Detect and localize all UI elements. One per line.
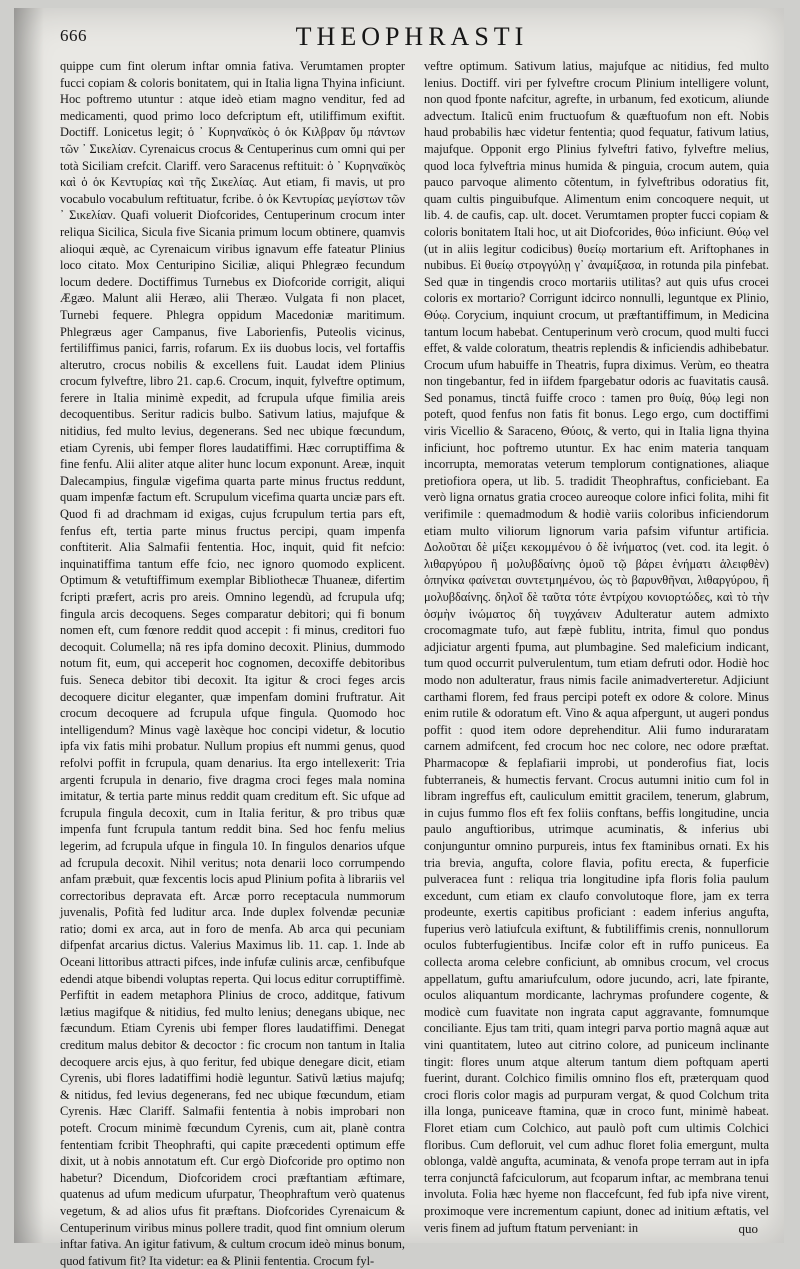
right-text-column (424, 58, 769, 1235)
left-column-text: quippe cum fint olerum inftar omnia fativa. Verumtamen propter fucci copiam & coloris bonitatem, qui in Italia ligna Thyina inficiunt. Hoc poftremo utuntur : atque ideò etiam magno venditur, fed ad medicamenti, quod primo loco defcriptum eft, utiliffimum exiftit. Doctiff. Lonicetus legit; ὁ ᾽ Κυρηναϊκὸς ὁ ὁκ Κιλβραν ὕμ πάντων τῶν ᾽ Σικελίαν. Cyrenaicus crocus & Centuperinus cum omni qui per totà Siciliam crefcit. Clariff. vero Saracenus reftituit: ὁ ᾽ Κυρηναϊκὸς καὶ ὁ ὁκ Κεντυρίας καὶ τῆς Σικελίας. Aut etiam, fi mavis, ut pro vocabulo vocabulum reftituatur, fcribe. ὁ ὁκ Κεντυρίας μεγίστων τῶν ᾽ Σικελίαν. Quafi voluerit Diofcorides, Centuperinum crocum inter reliqua Sicilica, Sicula five Sicania primum locum obtinere, quamvis alioqui æquè, ac Cyrenaicum viribus ignavum effe fateatur Plinius loco citato. Mox Centuripino Siciliæ, aliqui Phlegræo fecundum locum dedere. Doctiffimus Turnebus ex Diofcoride corrigit, aliqui Ægæo. Malunt alii Heræo, alii Theræo. Vulgata fi non placet, Turnebi fequere. Phlegra oppidum Macedoniæ maritimum. Phlegræus ager Campanus, five Laborienfis, Puteolis vicinus, fertiliffimus panici, farris, rofarum. Ex iis duobus locis, vel fortaffis alterutro, crocus nobilis & excellens fuit. Laudat idem Plinius crocum fylveftre, libro 21. cap.6. Crocum, inquit, fylveftre optimum, ferere in Italia minimè expedit, ad fcrupula ufque fimilia areis decoquentibus. Seritur radicis bulbo. Sativum latius, majufque & nitidius, fed multo levius, degenerans. Sed nec ubique fœcundum, etiam Cyrenis, ubi femper flores laudatiffimi. Hæc corruptiffima & fine fenfu. Alii aliter atque aliter hunc locum exponunt. Areæ, inquit Dalecampius, fingulæ vigefima quarta parte minus fructus reddunt, quam impenfæ factum eft. Scrupulum vicefima quarta unciæ pars eft. Quod fi ad drachmam id exigas, cujus fcrupulum tertia pars eft, fenfus eft, tertia parte minus fructus percipi, quam impenfa conftiterit. Alia Salmafii fententia. Hoc, inquit, quid fit nefcio: inquinatiffima tantum effe fcio, nec ignoro quomodo explicent. Optimum & vetuftiffimum exemplar Bibliothecæ Thuaneæ, difertim fcripti præfert, acris pro areis. Omnino legendù, ad fcrupula ufq; fingula arcis decoquens. Seges comparatur debitori; qui fi bonum nomen eft, cum fœnore reddit quod accepit : fi minus, creditori fuo decoquit. Columella; nã res ipfa domino decoxit. Plinius, dummodo notum fit, eum, qui acceperit hoc cognomen, decoxiffe debitoribus fuis. Seneca debitor tibi decoxit. Ita igitur & croci feges arcis decoquere dicitur eleganter, quæ impenfam domini fruftratur. Ait crocum decoquere ad fcrupula ufque fingula. Quomodo hoc intelligendum? Minus vagè laxèque hoc concipi videtur, & locutio ipfa vix fatis mihi probatur. Nullum propius eft nummi genus, quod refolvi poffit in fcrupula, quam denarius. Ita ergo intellexerit: Tria argenti fcrupula in denario, five dragma croci feges mala nomina imitatur, & tertia parte minus reddit quam creditum eft. Sic ufque ad fcrupula fingula decoxit, cum in Italia feritur, & pro tribus quæ impenfa funt fcrupula tantum reddit bina. Sed hoc fenfu melius legerim, ad fcrupula ufque in fingula 10. In fingulos denarios ufque ad fcrupula decoxit. Nihil veritus; nota denarii loco corrumpendo anfam præbuit, quæ fexcentis locis apud Plinium pofita à librariis vel correctoribus depravata eft. Arcæ porro receptacula nummorum juvenalis, Pofità fed luditur arca. Inde duplex folvendæ pecuniæ ratio; domi ex arca, aut in foro de menfa. Ab arca qui pecuniam difpenfat arcarius dictus. Valerius Maximus lib. 11. cap. 1. Inde ab Oceani littoribus attracti pifces, inde infufæ culinis arcæ, cenfibufque edendi atque bibendi voluptas reperta. Qui locus editur corruptiffimè. Perfiftit in eadem metaphora Plinius de croco, additque, fativum lætius magifque & nitidius, fed multo lenius; denegans ubique, nec fæcundum. Etiam Cyrenis ubi femper flores laudatiffimi. Denegat creditum malus debitor & decoctor : fic crocum non tantum in Italia decoquere arcis ejus, à quo feritur, fed ubique denegare dicit, etiam Cyrenis, ubi flores ladatiffimi hodiè leguntur. Sativũ lætius majufq; & nitidus, fed levius degenerans, fed nec ubique fœcundum, etiam Cyrenis. Hæc Clariff. Salmafii fententia à nobis improbari non poteft. Crocum minimè fœcundum Cyrenis, cum ait, planè contra fententiam fcribit Theophrafti, qui capite præcedenti optimum effe dixit, ut à nobis annotatum eft. Cur ergò Diofcoride pro optimo non habetur? Dicendum, Diofcoridem croci præftantiam æftimare, quatenus ad ufum medicum ufurpatur, Theophraftum verò quatenus vegetum, & ad alios ufus fit præftans. Diofcorides Cyrenaicum & Centuperinum viribus minus pollere tradit, quod fint omnium olerum inftar fativa. An igitur fativum, & cultum crocum ideò minus bonum, quod fativum fit? Ita videtur: ea & Plinii fententia. Crocum fyl- (60, 59, 405, 1268)
right-column-text: veftre optimum. Sativum latius, majufque ac nitidius, fed multo lenius. Doctiff. viri per fylveftre crocum Plinium intelligere volunt, non quod fponte nafcitur, agrefte, in urbanum, fed exoticum, aliunde advectum. Italicũ enim fructuofum & quæftuofum non eft. Nobis haud probabilis hæc videtur fententia; quod fequatur, fativum latius, majufque. Opponit ergo Plinius fylveftri fativo, fylveftre melius, quod loca fylveftria minus humida & pinguia, crocum autem, quia pauco parvoque alimento cõtentum, in fylveftribus odoratius fit, quam cultis pinguibufque. Alimentum enim concoquere nequit, ut lib. 4. de caufis, cap. ult. docet. Verumtamen propter fucci copiam & coloris bonitatem Itali hoc, ut ait Diofcorides, θύω inficiunt. Θύῳ vel (ut in aliis legitur codicibus) θυείῳ mortarium eft. Ariftophanes in nubibus. Εἰ θυείῳ στρογγύλῃ γ᾽ ἀναμίξασα, in rotunda pila pinfebat. Sed quæ in tingendis croco mortariis utilitas? aut quis ufus crocei coloris ex mortario? Corrigunt idcirco nonnulli, leguntque ex Plinio, Θύῳ. Corycium, inquiunt crocum, ut præftantiffimum, in Medicina tantum locum habebat. Centuperinum verò crocum, quod multi fucci effet, & valde coloratum, theatris replendis & inficiendis adhibebatur. Crocum ufum habuiffe in Theatris, fupra diximus. Verùm, eo theatra non tingebantur, fed in iifdem fpargebatur odoris ac fuavitatis causâ. Sed ponamus, tinctâ fuiffe croco : tamen pro θυίᾳ, θύῳ legi non poteft, quod fenfus non fatis fit bonus. Lego ergo, cum doctiffimi viris Vicellio & Saraceno, Θύοις, & verto, qui in Italia ligna thyina inficiunt, hoc poftremo utuntur. Ex hac enim materia tanquam incorrupta, memoratas veterum templorum contignationes, aliaque pretiofiora opera, ut lib. 5. tradidit Theophraftus, conficiebant. Ea verò ligna ornatus gratia croceo aureoque colore infici folita, mihi fit verifimile : quemadmodum & hodiè variis coloribus inficiendorum etiam multo viliorum lignorum varia pafsim vifuntur artificia. Δολοῦται δὲ μίξει κεκομμένου ὁ δὲ ἰνήματος (vet. cod. ita legit. ὁ λιθαργύρου ἢ μολυβδαίνης ὁμοῦ τῷ βάρει ἐνήματι ἁλειφθὲν) ὁπηνίκα φαίνεται συντετμημένου, ὡς τὸ βαρυνθῆναι, λιθαργύρου, ἢ μολυβδαίνης. δηλοῖ δὲ ταῦτα τότε ἐντρίχου κονιορτώδες, καὶ τὸ τὴν ὀσμὴν ἰνώματος δὴ τυγχάνειν Adulteratur autem admixto crocomagmate tufo, aut fæpè fublitu, intrita, fimul quo pondus adjiciatur argenti fpuma, aut plumbagine. Sed maleficium indicant, tum quod occurrit pulverulentum, tum etiam defruti odor. Hodiè hoc modo non adulteratur, fraus nimis facile animadverteretur. Adjiciunt carthami florem, fed fraus percipi poteft ex odore & colore. Minus enim rutile & odoratum eft. Vino & aqua afpergunt, ut augeri pondus poffit : quod item odore deprehenditur. Alii fumo induraratam carnem admifcent, fed crocum hoc nec colore, nec odore præftat. Pharmacopœ & feplafiarii improbi, ut ponderofius fiat, locis fubterraneis, & humectis fervant. Crocus autumni initio cum fol in libram ingreffus eft, cauliculum emittit gracilem, tenerum, glabrum, in cujus fummo flos eft fex foliis conftans, beffis longitudine, uncia paulo anguftioribus, utrimque acuminatis, & inferius ubi conjunguntur omnino purpureis, intus fex ftaminibus ornati. Ex his tria brevia, angufta, colore flavia, pofitu erecta, & fuperficie pulveracea funt : reliqua tria longitudine ipfa floris folia paulum excedunt, cum etiam ex claufo convolutoque flore, jam ex terra prodeunte, exertis capitibus proficiant : eadem inferius angufta, fuperius verò latiufcula exiftunt, & fubtiliffimis crenis, nonnullorum oculos fubterfugientibus. Incifæ color eft in ruffo puniceus. Ea collecta aroma celebre conficiunt, ab omnibus crocum, vel crocus appellatum, guftu amariufculum, odore jucundo, acri, late fpirante, oculos aliquantum mordicante, lachrymas profundere cogente, & modicè cum fuavitate non ingrata caput aggravante, fomnumque conciliante. Ejus tam triti, quam integri parva portio magnâ aquæ aut vini quantitatem, luteo aut citrino colore, ad puniceum inclinante tingit: flores unum atque alterum tantum diem poftquam aperti fuerint, durant. Colchico fimilis omnino flos eft, præterquam quod croci floris color magis ad purpuram vergat, & quod Colchum trita illa longa, puniceave ftamina, quæ in croco funt, minimè habeat. Floret etiam cum Colchico, aut paulò poft cum ultimis Colchici floribus. Cum defloruit, vel cum adhuc floret folia emergunt, multa oblonga, valdè angufta, acuminata, & venofa prope terram aut in ipfa terra conjunctâ fafciculorum, aut fcoparum inftar, ac membrana tenui involuta. Folia hæc hyeme non flaccefcunt, fed fub ipfa nive virent, proximoque vere incrementum capiunt, donec ad initium æftatis, vel veris finem ad juftum ftatum perveniant: in (424, 59, 769, 1235)
page-header (60, 22, 764, 58)
page-number: 666 (60, 26, 87, 45)
catchword: quo (738, 1221, 758, 1236)
page-gutter-shadow (14, 8, 44, 1243)
running-title: THEOPHRASTI (295, 22, 529, 51)
left-text-column (60, 58, 405, 1268)
book-page (14, 8, 784, 1268)
